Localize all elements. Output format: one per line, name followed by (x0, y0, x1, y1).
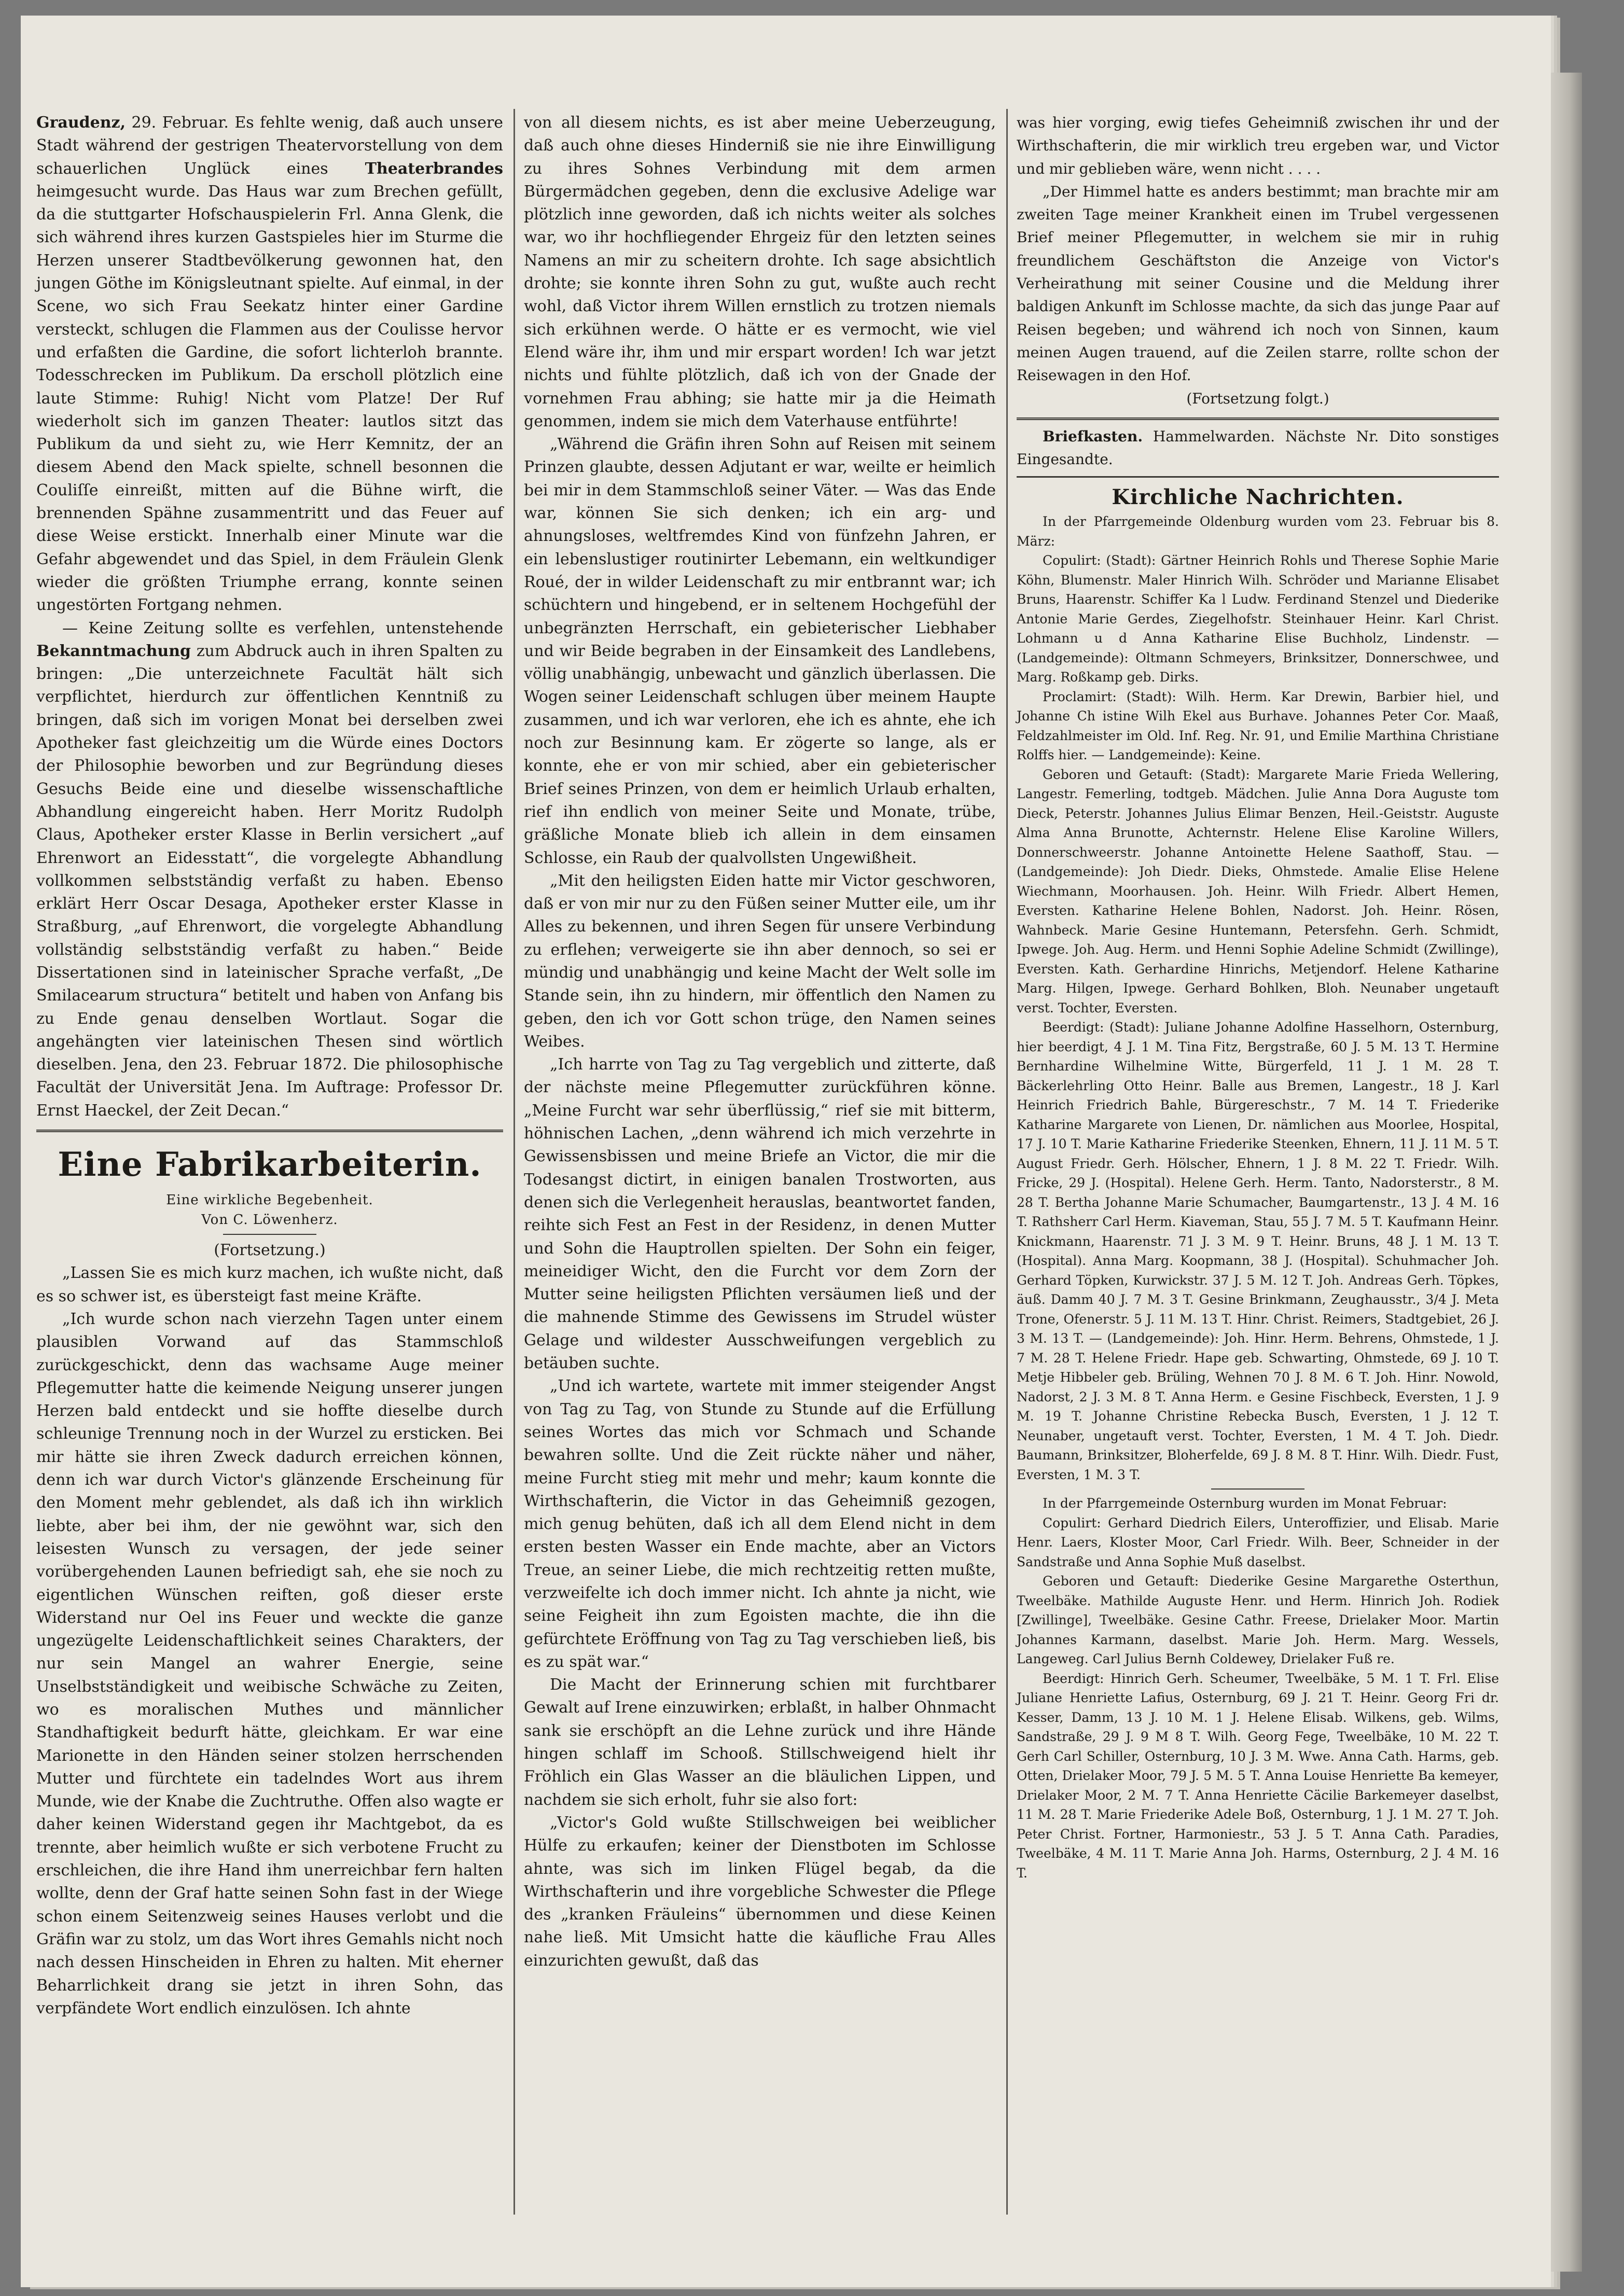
notice-proclamirt: Proclamirt: (Stadt): Wilh. Herm. Kar Drewin, Barbier hiel, und Johanne Ch istine Wilh Ekel aus Burhave. Johannes Peter Cor. Maaß, Feldzahlmeister im Old. Inf. Reg. Nr. 91, und Emilie Marthina Christiane Rolffs hier. — Landgemeinde): Keine. (1017, 689, 1499, 763)
briefkasten (1017, 425, 1499, 471)
text: 29. Februar. Es fehlte wenig, daß auch unsere Stadt während der gestrigen Theatervorstellung von dem schauerlichen Unglück eines (36, 114, 503, 178)
story-author: Von C. Löwenherz. (201, 1212, 338, 1228)
story-paragraph: „Während die Gräfin ihren Sohn auf Reisen mit seinem Prinzen glaubte, dessen Adjutant er war, weilte er heimlich bei mir in dem Stammschloß seiner Väter. — Was das Ende war, können Sie sich denken; ich ein arg- und ahnungsloses, weltfremdes Kind von fünfzehn Jahren, er ein lebenslustiger routinirter Lebemann, ein weltkundiger Roué, der in wilder Leidenschaft zu mir entbrannt war; ich schüchtern und hingebend, er in seltenem Hochgefühl der unbegränzten Herrschaft, ein gebieterischer Liebhaber und wir Beide begraben in der Einsamkeit des Landlebens, völlig unabhängig, unbewacht und gänzlich überlassen. Die Wogen seiner Leidenschaft schlugen über meinem Haupte zusammen, und ich war verloren, ehe ich es ahnte, ehe ich noch zur Besinnung kam. Er zögerte so lange, als er konnte, ehe er von mir schied, aber ein gebieterischer Brief seines Prinzen, von dem er heimlich Urlaub erhalten, rief ihn endlich von meiner Seite und Monate, trübe, gräßliche Monate blieb ich allein in dem einsamen Schlosse, ein Raub der qualvollsten Ungewißheit. (524, 435, 996, 867)
story-continuation: (Fortsetzung.) (214, 1241, 326, 1260)
story-paragraph: „Der Himmel hatte es anders bestimmt; man brachte mir am zweiten Tage meiner Krankheit einen im Trubel vergessenen Brief meiner Pflegemutter, in welchem sie mir in ruhig freundlichem Geschäftston die Anzeige von Victor's Verheirathung mit seiner Cousine und die Meldung ihrer baldigen Ankunft im Schlosse machte, da sich das junge Paar auf Reisen begeben; und während ich noch von Sinnen, kaum meinen Augen trauend, auf die Zeilen starre, rollte schon der Reisewagen in den Hof. (1017, 183, 1499, 384)
story-subtitle: Eine wirkliche Begebenheit. (166, 1192, 373, 1208)
news-zeitung (36, 617, 503, 1123)
column-divider (1006, 109, 1008, 2215)
notice-intro: In der Pfarrgemeinde Oldenburg wurden vom 23. Februar bis 8. März: (1017, 514, 1499, 549)
section-title: Kirchliche Nachrichten. (1112, 485, 1404, 510)
place-label: Graudenz, (36, 114, 126, 132)
section-rule (1017, 418, 1499, 420)
section-rule (36, 1130, 503, 1132)
church-notices (1017, 512, 1499, 1883)
notice-geboren: Geboren und Getauft: (Stadt): Margarete Marie Frieda Wellering, Langestr. Femerling, todtgeb. Mädchen. Julie Anna Dora Auguste tom Dieck, Peterstr. Johannes Julius Elimar Benzen, Heil.-Geiststr. Auguste Alma Anna Brunotte, Achternstr. Helene Elise Karoline Willers, Donnerschweerstr. Johanne Antoinette Helene Saathoff, Stau. — (Landgemeinde): Joh Diedr. Dieks, Ohmstede. Amalie Elise Helene Wiechmann, Moorhausen. Joh. Heinr. Wilh Friedr. Albert Hemen, Eversten. Katharine Helene Bohlen, Nadorst. Joh. Heinr. Rösen, Wahnbeck. Marie Gesine Huntemann, Petersfehn. Gerh. Schmidt, Ipwege. Joh. Aug. Herm. und Henni Sophie Adeline Schmidt (Zwillinge), Eversten. Kath. Gerhardine Hinrichs, Metjendorf. Helene Katharine Marg. Hilgen, Ipwege. Gerhard Bohlken, Bloh. Neunaber ungetauft verst. Tochter, Eversten. (1017, 767, 1499, 1015)
short-rule (223, 1234, 316, 1235)
story-paragraph: „Lassen Sie es mich kurz machen, ich wußte nicht, daß es so schwer ist, es übersteigt fast meine Kräfte. (36, 1264, 503, 1305)
story-paragraph: „Ich wurde schon nach vierzehn Tagen unter einem plausiblen Vorwand auf das Stammschloß zurückgeschickt, denn das wachsame Auge meiner Pflegemutter hatte die keimende Neigung unserer jungen Herzen bald entdeckt und sie hoffte dieselbe durch schleunige Trennung noch in der Wurzel zu ersticken. Bei mir hätte sie ihren Zweck dadurch erreichen können, denn ich war durch Victor's glänzende Erscheinung für den Moment mehr geblendet, als daß ich ihn wirklich liebte, aber bei ihm, der nie gewöhnt war, sich den leisesten Wunsch zu versagen, der jede seiner vorübergehenden Launen befriedigt sah, ehe sie noch zu eigentlichen Wünschen reiften, goß dieser erste Widerstand nur Oel ins Feuer und weckte die ganze ungezügelte Leidenschaftlichkeit seines Charakters, der nur sein Mangel an wahrer Energie, seine Unselbstständigkeit und weibische Schwäche zu Zeiten, wo es moralischen Muthes und männlicher Standhaftigkeit bedurft hätte, gleichkam. Er war eine Marionette in den Händen seiner stolzen herrschenden Mutter und fürchtete ein tadelndes Wort aus ihrem Munde, wie der Knabe die Zuchtruthe. Offen also wagte er daher keinen Widerstand gegen ihr Machtgebot, da es trennte, aber heimlich wußte er sich verbotene Frucht zu erschleichen, die ihre Hand ihm unerreichbar fern halten wollte, denn der Graf hatte seinen Sohn fast in der Wiege schon einem Seitenzweig seines Hauses verlobt und die Gräfin war zu stolz, um das Wort ihres Gemahls nicht noch nach dessen Hinscheiden in Ehren zu halten. Mit eherner Beharrlichkeit drang sie jetzt in ihren Sohn, das verpfändete Wort endlich einzulösen. Ich ahnte (36, 1310, 503, 2017)
notice-beerdigt: Beerdigt: Hinrich Gerh. Scheumer, Tweelbäke, 5 M. 1 T. Frl. Elise Juliane Henriette Lafius, Osternburg, 69 J. 21 T. Heinr. Georg Fri dr. Kesser, Damm, 13 J. 10 M. 1 J. Helene Elisab. Wilkens, geb. Wilms, Sandstraße, 29 J. 9 M 8 T. Wilh. Georg Fege, Tweelbäke, 10 M. 22 T. Gerh Carl Schiller, Osternburg, 10 J. 3 M. Wwe. Anna Cath. Harms, geb. Otten, Drielaker Moor, 79 J. 5 M. 5 T. Anna Louise Henriette Ba kemeyer, Drielaker Moor, 2 M. 7 T. Anna Henriette Cäcilie Barkemeyer daselbst, 11 M. 28 T. Marie Friederike Adele Boß, Osternburg, 1 J. 1 M. 27 T. Joh. Peter Christ. Fortner, Harmoniestr., 53 J. 5 T. Anna Cath. Paradies, Tweelbäke, 4 M. 11 T. Marie Anna Joh. Harms, Osternburg, 2 J. 4 M. 16 T. (1017, 1671, 1499, 1881)
newspaper-page (21, 16, 1551, 2287)
page-edge (1551, 73, 1582, 2272)
story-paragraph: von all diesem nichts, es ist aber meine Ueberzeugung, daß auch ohne dieses Hinderniß sie nie ihre Einwilligung zu ihres Sohnes Verbindung mit dem armen Bürgermädchen gegeben, denn die exclusive Adelige war plötzlich inne geworden, daß ich nichts weiter als solches war, wo ihr hochfliegender Ehrgeiz für den letzten seines Namens an mir zu scheitern drohte. Ich sage absichtlich drohte; sie konnte ihren Sohn zu gut, wußte auch recht wohl, daß Victor ihrem Willen ernstlich zu trotzen niemals sich erkühnen werde. O hätte er es vermocht, wie viel Elend wäre ihr, ihm und mir erspart worden! Ich war jetzt nichts und fühlte plötzlich, daß ich von der Gnade der vornehmen Frau abhing; sie hatte mir ja die Heimath genommen, indem sie mich dem Vaterhause entführte! (524, 114, 996, 430)
short-rule (1211, 1488, 1304, 1490)
column-3 (1017, 112, 1499, 1883)
notice-copulirt: Copulirt: Gerhard Diedrich Eilers, Unteroffizier, und Elisab. Marie Henr. Laers, Kloster Moor, Carl Friedr. Wilh. Beer, Schneider in der Sandstraße und Anna Sophie Muß daselbst. (1017, 1515, 1499, 1569)
story-paragraph: „Ich harrte von Tag zu Tag vergeblich und zitterte, daß der nächste meine Pflegemutter zurückführen könne. „Meine Furcht war sehr überflüssig,“ rief sie mit bitterm, höhnischen Lachen, „denn während ich mich verzehrte in Gewissensbissen und meine Briefe an Victor, die mir die Todesangst dictirt, in einigen banalen Trostworten, aus denen sich die Verlegenheit herauslas, beantwortet fanden, reihte sich Fest an Fest in der Residenz, in denen Mutter und Sohn die Hauptrollen spielten. Der Sohn ein feiger, meineidiger Wicht, den die Furcht vor dem Zorn der Mutter seine heiligsten Pflichten versäumen ließ und der die mahnende Stimme des Gewissens im Strudel wüster Gelage und wildester Ausschweifungen vergeblich zu betäuben suchte. (524, 1055, 996, 1373)
section-rule (1017, 476, 1499, 478)
keyword: Bekanntmachung (36, 642, 191, 660)
briefkasten-label: Briefkasten. (1043, 427, 1143, 445)
notice-copulirt: Copulirt: (Stadt): Gärtner Heinrich Rohls und Therese Sophie Marie Köhn, Blumenstr. Maler Hinrich Wilh. Schröder und Marianne Elisabet Bruns, Haarenstr. Schiffer Ka l Ludw. Ferdinand Stenzel und Diederike Antonie Marie Gerdes, Ziegelhofstr. Steinhauer Heinr. Karl Christ. Lohmann u d Anna Katharine Elise Buchholz, Lindenstr. — (Landgemeinde): Oltmann Schmeyers, Brinksitzer, Donnerschwee, und Marg. Roßkamp geb. Dirks. (1017, 553, 1499, 685)
story-paragraph: was hier vorging, ewig tiefes Geheimniß zwischen ihr und der Wirthschafterin, die mir wirklich treu ergeben war, und Victor und mir geblieben wäre, wenn nicht . . . . (1017, 114, 1499, 177)
story-title: Eine Fabrikarbeiterin. (58, 1145, 482, 1185)
notice-beerdigt: Beerdigt: (Stadt): Juliane Johanne Adolfine Hasselhorn, Osternburg, hier beerdigt, 4 J. 1 M. Tina Fitz, Bergstraße, 60 J. 5 M. 13 T. Hermine Bernhardine Wilhelmine Witte, Bürgerfeld, 11 J. 1 M. 28 T. Bäckerlehrling Otto Heinr. Balle aus Bremen, Langestr., 18 J. Karl Heinrich Friedrich Bahle, Bürgereschstr., 7 M. 14 T. Friederike Katharine Margarete von Lienen, Dr. nämlichen aus Moorlee, Hospital, 17 J. 10 T. Marie Katharine Friederike Steenken, Ehnern, 11 J. 11 M. 5 T. August Friedr. Gerh. Hölscher, Ehnern, 1 J. 8 M. 22 T. Friedr. Wilh. Fricke, 29 J. (Hospital). Helene Gerh. Herm. Tanto, Nadorsterstr., 8 M. 28 T. Bertha Johanne Marie Schumacher, Baumgartenstr., 13 J. 4 M. 16 T. Rathsherr Carl Herm. Kiaveman, Stau, 55 J. 7 M. 5 T. Kaufmann Heinr. Knickmann, Haarenstr. 71 J. 3 M. 9 T. Heinr. Bruns, 48 J. 1 M. 13 T. (Hospital). Anna Marg. Koopmann, 38 J. (Hospital). Schuhmacher Joh. Gerhard Töpken, Kurwickstr. 37 J. 5 M. 12 T. Joh. Andreas Gerh. Töpkes, äuß. Damm 40 J. 7 M. 3 T. Gesine Brinkmann, Zeughausstr., 3/4 J. Meta Trone, Ofenerstr. 5 J. 11 M. 13 T. Hinr. Christ. Reimers, Stadtgebiet, 26 J. 3 M. 13 T. — (Landgemeinde): Joh. Hinr. Herm. Behrens, Ohmstede, 1 J. 7 M. 28 T. Helene Friedr. Hape geb. Schwarting, Ohmstede, 69 J. 10 T. Metje Hibbeler geb. Brüling, Wehnen 70 J. 8 M. 6 T. Joh. Hinr. Nowold, Nadorst, 2 J. 3 M. 8 T. Anna Herm. e Gesine Fischbeck, Eversten, 1 J. 9 M. 19 T. Johanne Christine Rebecka Busch, Eversten, 1 J. 12 T. Neunaber, ungetauft verst. Tochter, Eversten, 1 M. 4 T. Joh. Diedr. Baumann, Brinksitzer, Bloherfelde, 69 J. 8 M. 8 T. Hinr. Wilh. Diedr. Fust, Eversten, 1 M. 3 T. (1017, 1020, 1499, 1482)
story-paragraph: „Und ich wartete, wartete mit immer steigender Angst von Tag zu Tag, von Stunde zu Stunde auf die Erfüllung seines Wortes das mich vor Schmach und Schande bewahren sollte. Und die Zeit rückte näher und näher, meine Furcht stieg mit mehr und mehr; kaum konnte die Wirthschafterin, die Victor in das Geheimniß gezogen, mich genug behüten, daß ich all dem Elend nicht in dem ersten besten Wasser ein Ende machte, aber an Victors Treue, an seiner Liebe, die mich rechtzeitig retten mußte, verzweifelte ich doch immer nicht. Ich ahnte ja nicht, wie seine Feigheit ihn zum Egoisten machte, die ihn die gefürchtete Eröffnung von Tag zu Tag verschieben ließ, bis es zu spät war.“ (524, 1377, 996, 1671)
story-paragraph: „Mit den heiligsten Eiden hatte mir Victor geschworen, daß er von mir nur zu den Füßen seiner Mutter eile, um ihr Alles zu bekennen, und ihren Segen für unsere Verbindung zu erflehen; verweigerte sie ihn aber dennoch, so sei er mündig und unabhängig und keine Macht der Welt solle im Stande sein, ihn zu hindern, mir öffentlich den Namen zu geben, den ich vor Gott schon trüge, den Namen seines Weibes. (524, 871, 996, 1051)
continuation-note: (Fortsetzung folgt.) (1186, 389, 1329, 407)
column-1 (36, 112, 503, 2020)
text: — Keine Zeitung sollte es verfehlen, untenstehende (62, 619, 503, 637)
text: zum Abdruck auch in ihren Spalten zu bringen: „Die unterzeichnete Facultät hält sich verpflichtet, hierdurch zur öffentlichen Kenntniß zu bringen, daß sich im vorigen Monat bei derselben zwei Apotheker fast gleichzeitig um die Würde eines Doctors der Philosophie beworben und zur Begründung dieses Gesuchs Beide eine und dieselbe wissenschaftliche Abhandlung eingereicht haben. Herr Moritz Rudolph Claus, Apotheker erster Klasse in Berlin versichert „auf Ehrenwort an Eidesstatt“, die vorgelegte Abhandlung vollkommen selbstständig verfaßt zu haben. Ebenso erklärt Herr Oscar Desaga, Apotheker erster Klasse in Straßburg, „auf Ehrenwort, die vorgelegte Abhandlung vollständig selbstständig verfaßt zu haben.“ Beide Dissertationen sind in lateinischer Sprache verfaßt, „De Smilacearum structura“ betitelt und haben von Anfang bis zu Ende genau denselben Wortlaut. Sogar die angehängten vier lateinischen Thesen sind wörtlich dieselben. Jena, den 23. Februar 1872. Die philosophische Facultät der Universität Jena. Im Auftrage: Professor Dr. Ernst Haeckel, der Zeit Decan.“ (36, 642, 503, 1120)
story-paragraph: „Victor's Gold wußte Stillschweigen bei weiblicher Hülfe zu erkaufen; keiner der Dienstboten im Schlosse ahnte, was sich im linken Flügel begab, da die Wirthschafterin und ihre vorgebliche Schwester die Pflege des „kranken Fräuleins“ übernommen und diese Keinen nahe ließ. Mit Umsicht hatte die käufliche Frau Alles einzurichten gewußt, daß das (524, 1813, 996, 1970)
notice-intro: In der Pfarrgemeinde Osternburg wurden im Monat Februar: (1043, 1496, 1447, 1511)
text: heimgesucht wurde. Das Haus war zum Brechen gefüllt, da die stuttgarter Hofschauspielerin Frl. Anna Glenk, die sich während ihres kurzen Gastspieles hier im Sturme die Herzen unserer Stadtbevölkerung gewonnen hat, den jungen Göthe im Königsleutnant spielte. Auf einmal, in der Scene, wo sich Frau Seekatz hinter einer Gardine versteckt, schlugen die Flammen aus der Coulisse hervor und erfaßten die Gardine, die sofort lichterloh brannte. Todesschrecken im Publikum. Da erscholl plötzlich eine laute Stimme: Ruhig! Nicht vom Platze! Der Ruf wiederholt sich im ganzen Theater: lautlos sitzt das Publikum da und sieht zu, wie Herr Kemnitz, der an diesem Abend den Mack spielte, schnell besonnen die Couliſſe einreißt, mitten auf die Bühne wirft, die brennenden Spähne zusammentritt und das Feuer auf diese Weise erstickt. Innerhalb einer Minute war die Gefahr abgewendet und das Spiel, in dem Fräulein Glenk wieder die größten Triumphe errang, konnte seinen ungestörten Fortgang nehmen. (36, 182, 503, 615)
briefkasten-text: Hammelwarden. Nächste Nr. Dito sonstiges Eingesandte. (1017, 427, 1499, 468)
news-graudenz (36, 112, 503, 617)
column-2 (524, 112, 996, 1972)
story-paragraph: Die Macht der Erinnerung schien mit furchtbarer Gewalt auf Irene einzuwirken; erblaßt, in halber Ohnmacht sank sie erschöpft an die Lehne zurück und ihre Hände hingen schlaff im Schooß. Stillschweigend hielt ihr Fröhlich ein Glas Wasser an die bläulichen Lippen, und nachdem sie sich erholt, fuhr sie also fort: (524, 1676, 996, 1809)
notice-geboren: Geboren und Getauft: Diederike Gesine Margarethe Osterthun, Tweelbäke. Mathilde Auguste Henr. und Herm. Hinrich Joh. Rodiek [Zwillinge], Tweelbäke. Gesine Cathr. Freese, Drielaker Moor. Martin Johannes Karmann, daselbst. Marie Joh. Herm. Marg. Wessels, Langeweg. Carl Julius Bernh Coldewey, Drielaker Fuß re. (1017, 1574, 1499, 1667)
column-divider (513, 109, 515, 2215)
keyword: Theaterbrandes (365, 159, 503, 178)
